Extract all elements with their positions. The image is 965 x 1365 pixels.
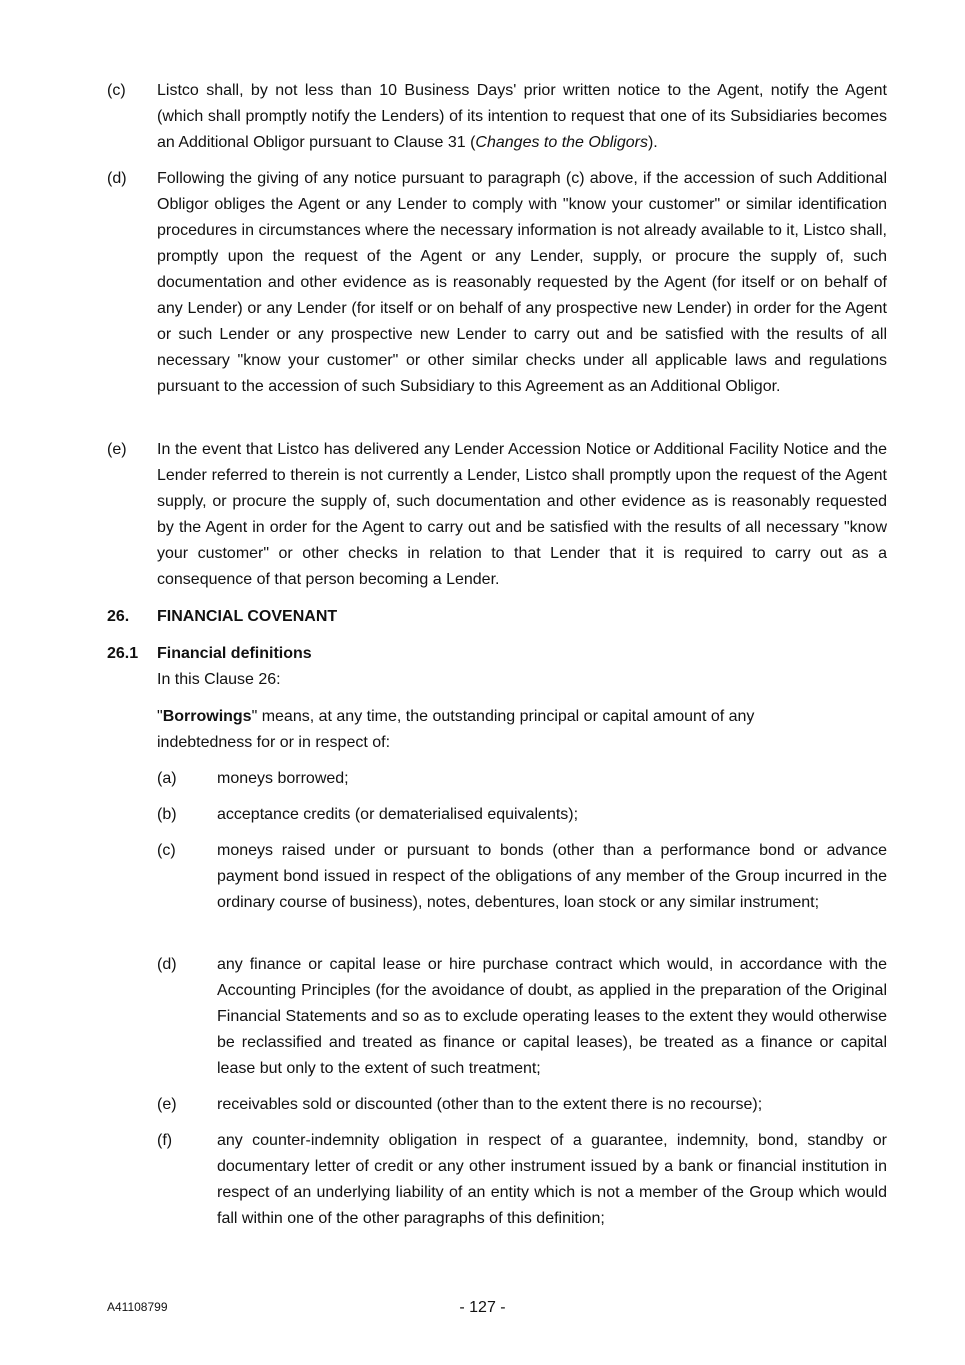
list-item — [157, 1092, 887, 1118]
clause-reference: Changes to the Obligors — [475, 134, 648, 151]
document-reference: A41108799 — [107, 1300, 168, 1314]
subsection-number: 26.1 — [107, 645, 139, 662]
definition-borrowings — [157, 704, 817, 756]
page-number: - 127 - — [459, 1299, 506, 1316]
item-label: (a) — [157, 770, 177, 787]
paragraph-c — [107, 78, 887, 156]
paragraph-text: Following the giving of any notice pursuant to paragraph (c) above, if the accession of such Additional Obligor obliges the Agent or any Lender to comply with "know your customer" or similar identification procedures in circumstances where the necessary information is not already available to it, Listco shall, promptly upon the request of the Agent or any Lender, supply, or procure the supply of, such documentation and other evidence as is reasonably requested by the Agent (for itself or on behalf of any Lender) or any Lender (for itself or on behalf of any prospective new Lender) in order for the Agent or such Lender or any prospective new Lender to carry out and be satisfied with the results of all necessary "know your customer" or other similar checks under all applicable laws and regulations pursuant to the accession of such Subsidiary to this Agreement as an Additional Obligor. — [157, 170, 887, 395]
paragraph-label: (d) — [107, 170, 127, 187]
paragraph-label: (e) — [107, 441, 127, 458]
list-item — [157, 838, 887, 916]
item-label: (f) — [157, 1132, 173, 1149]
paragraph-d — [107, 166, 887, 400]
section-number: 26. — [107, 608, 130, 625]
item-label: (b) — [157, 806, 177, 823]
definition-text: " means, at any time, the outstanding principal or capital amount of any indebtedness for or in respect of: — [157, 708, 755, 751]
section-title: FINANCIAL COVENANT — [157, 608, 338, 625]
paragraph-text: In the event that Listco has delivered any Lender Accession Notice or Additional Facility Notice and the Lender referred to therein is not currently a Lender, Listco shall promptly upon the request of the Agent supply, or procure the supply of, such documentation and other evidence as is reasonably requested by the Agent in order for the Agent to carry out and be satisfied with the results of all necessary "know your customer" or other checks in relation to that Lender that it is required to carry out as a consequence of that person becoming a Lender. — [157, 441, 887, 588]
paragraph-e — [107, 437, 887, 593]
item-text: receivables sold or discounted (other than to the extent there is no recourse); — [217, 1096, 763, 1113]
item-text: acceptance credits (or dematerialised equivalents); — [217, 806, 579, 823]
paragraph-label: (c) — [107, 82, 126, 99]
item-text: any finance or capital lease or hire purchase contract which would, in accordance with the Accounting Principles (for the avoidance of doubt, as applied in the preparation of the Original Financial Statements and so as to exclude operating leases to the extent they would otherwise be reclassified and treated as finance or capital leases), be treated as a finance or capital lease but only to the extent of such treatment; — [217, 956, 887, 1077]
section-heading — [107, 604, 337, 630]
defined-term: Borrowings — [162, 708, 252, 725]
item-label: (d) — [157, 956, 177, 973]
list-item — [157, 1128, 887, 1232]
item-text: moneys raised under or pursuant to bonds (other than a performance bond or advance payment bond issued in respect of the obligations of any member of the Group incurred in the ordinary course of business), notes, debentures, loan stock or any similar instrument; — [217, 842, 887, 911]
item-text: any counter-indemnity obligation in respect of a guarantee, indemnity, bond, standby or documentary letter of credit or any other instrument issued by a bank or financial institution in respect of an underlying liability of an entity which is not a member of the Group which would fall within one of the other paragraphs of this definition; — [217, 1132, 887, 1227]
item-label: (c) — [157, 842, 176, 859]
item-label: (e) — [157, 1096, 177, 1113]
list-item — [157, 766, 887, 792]
paragraph-text-part: Listco shall, by not less than 10 Business Days' prior written notice to the Agent, notify the Agent (which shall promptly notify the Lenders) of its intention to request that one of its Subsidiaries becomes an Additional Obligor pursuant to Clause 31 ( — [157, 82, 887, 151]
paragraph-text — [157, 78, 887, 156]
list-item — [157, 802, 887, 828]
list-item — [157, 952, 887, 1082]
item-text: moneys borrowed; — [217, 770, 349, 787]
paragraph-text-part: ). — [647, 134, 658, 151]
subsection-title: Financial definitions — [157, 645, 312, 662]
subsection-heading — [107, 641, 312, 667]
subsection-intro: In this Clause 26: — [157, 671, 281, 688]
quote-mark: " — [157, 708, 163, 725]
